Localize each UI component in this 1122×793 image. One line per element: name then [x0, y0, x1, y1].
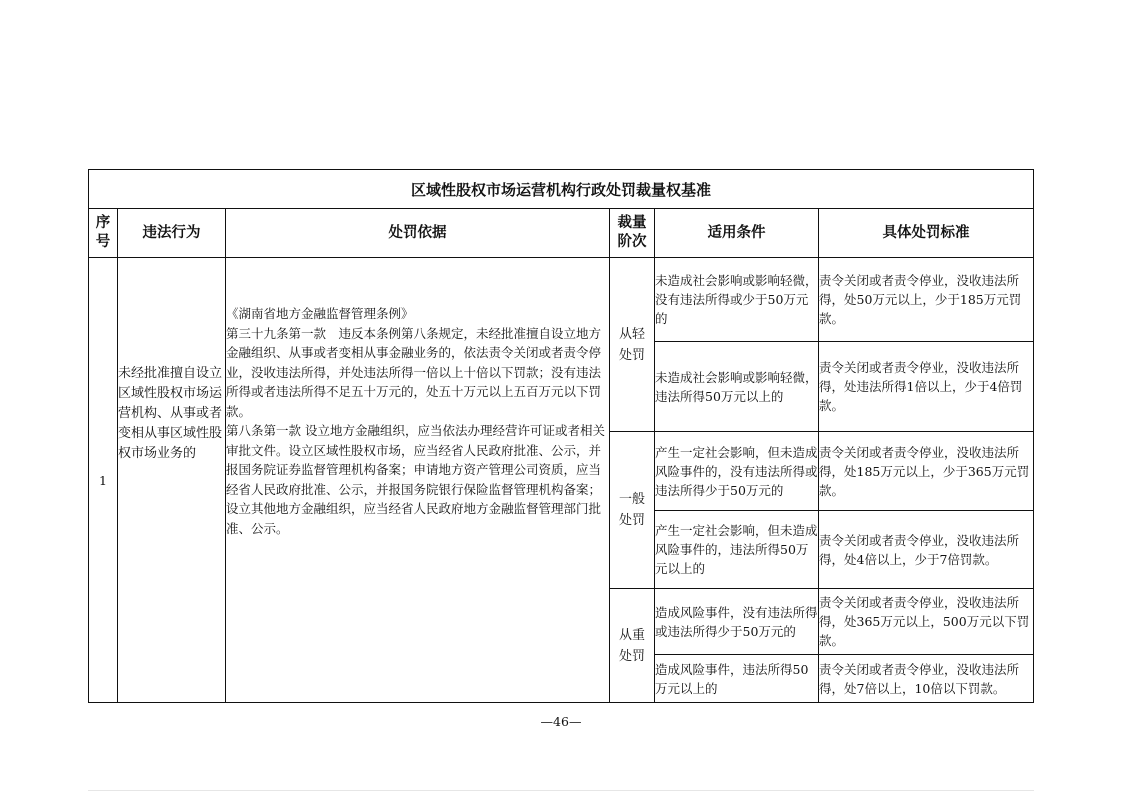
- condition-cell: 产生一定社会影响，但未造成风险事件的，没有违法所得或违法所得少于50万元的: [655, 432, 819, 511]
- penalty-basis: [226, 258, 610, 703]
- standard-cell: 责令关闭或者责令停业，没收违法所得，处50万元以上，少于185万元罚款。: [819, 258, 1034, 342]
- header-level: 裁量阶次: [610, 209, 655, 258]
- violation-action: [118, 258, 226, 703]
- violation-action-text: 未经批准擅自设立区域性股权市场运营机构、从事或者变相从事区域性股权市场业务的: [118, 366, 223, 461]
- level-general-label: 一般处罚: [618, 492, 645, 528]
- page-number: —46—: [540, 714, 582, 729]
- standard-cell: 责令关闭或者责令停业，没收违法所得，处违法所得1倍以上，少于4倍罚款。: [819, 342, 1034, 432]
- level-light-label: 从轻处罚: [618, 326, 645, 363]
- basis-article-8: 第八条第一款 设立地方金融组织，应当依法办理经营许可证或者相关审批文件。设立区域性股权市场，应当经省人民政府批准、公示，并报国务院证券监督管理机构备案；申请地方资产管理公司资质，应当经省人民政府批准、公示，并报国务院银行保险监督管理机构备案；设立其他地方金融组织，应当经省人民政府地方金融监督管理部门批准、公示。: [226, 423, 605, 536]
- header-basis: 处罚依据: [226, 209, 610, 258]
- level-light: [610, 258, 655, 432]
- condition-cell: 未造成社会影响或影响轻微，违法所得50万元以上的: [655, 342, 819, 432]
- standard-cell: 责令关闭或者责令停业，没收违法所得，处185万元以上，少于365万元罚款。: [819, 432, 1034, 511]
- header-standard: 具体处罚标准: [819, 209, 1034, 258]
- level-heavy: [610, 589, 655, 703]
- basis-regulation-title: 《湖南省地方金融监督管理条例》: [226, 306, 414, 321]
- penalty-table: [88, 169, 1034, 703]
- header-action: 违法行为: [118, 209, 226, 258]
- table-title: 区域性股权市场运营机构行政处罚裁量权基准: [89, 170, 1034, 209]
- condition-cell: 造成风险事件，违法所得50万元以上的: [655, 655, 819, 703]
- standard-cell: 责令关闭或者责令停业，没收违法所得，处4倍以上，少于7倍罚款。: [819, 511, 1034, 589]
- header-seq: 序号: [89, 209, 118, 258]
- level-general: [610, 432, 655, 589]
- standard-cell: 责令关闭或者责令停业，没收违法所得，处365万元以上，500万元以下罚款。: [819, 589, 1034, 655]
- header-condition: 适用条件: [655, 209, 819, 258]
- condition-cell: 产生一定社会影响，但未造成风险事件的，违法所得50万元以上的: [655, 511, 819, 589]
- level-heavy-label: 从重处罚: [618, 627, 645, 664]
- basis-article-39: 第三十九条第一款 违反本条例第八条规定，未经批准擅自设立地方金融组织、从事或者变相从事金融业务的，依法责令关闭或者责令停业，没收违法所得，并处违法所得一倍以上十倍以下罚款；没有违法所得或者违法所得不足五十万元的，处五十万元以上五百万元以下罚款。: [226, 325, 602, 419]
- page-bottom-divider: [88, 790, 1034, 791]
- condition-cell: 未造成社会影响或影响轻微，没有违法所得或少于50万元的: [655, 258, 819, 342]
- standard-cell: 责令关闭或者责令停业，没收违法所得，处7倍以上，10倍以下罚款。: [819, 655, 1034, 703]
- row-seq: 1: [89, 258, 118, 703]
- condition-cell: 造成风险事件，没有违法所得或违法所得少于50万元的: [655, 589, 819, 655]
